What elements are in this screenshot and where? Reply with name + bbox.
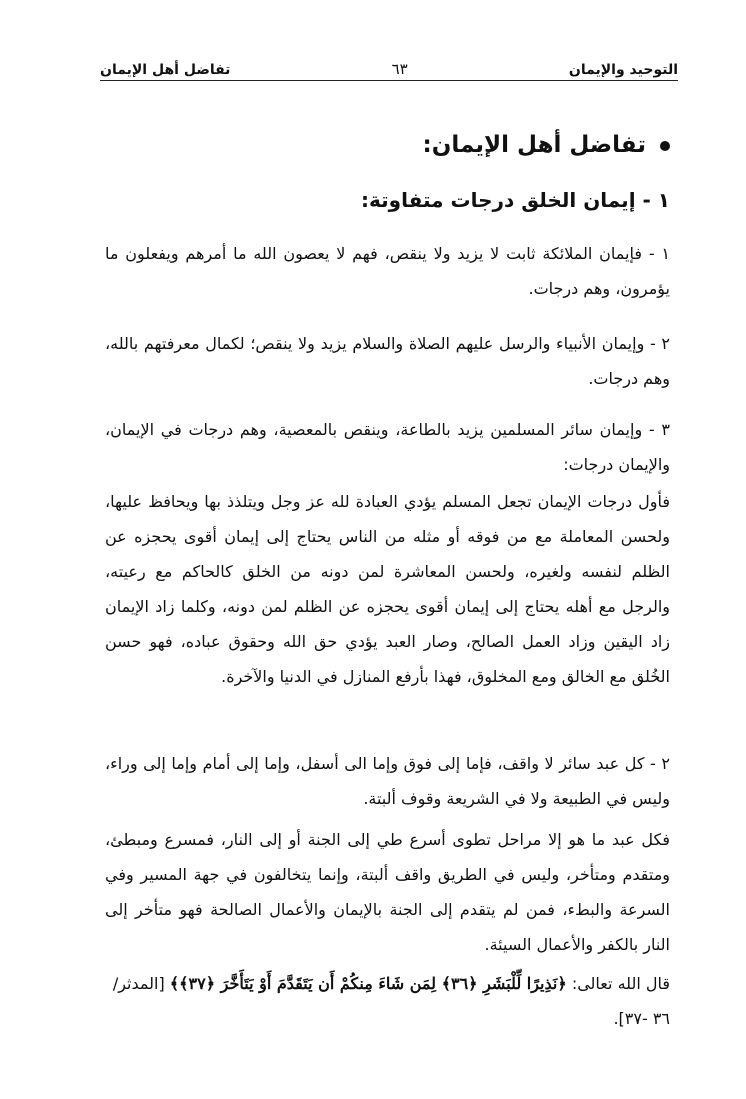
quote-ayah: ﴿نَذِيرًا لِّلْبَشَرِ ﴿٣٦﴾ لِمَن شَاءَ مِنكُمْ أَن يَتَقَدَّمَ أَوْ يَتَأَخَّرَ ﴿٣٧﴾﴾ (169, 974, 567, 993)
quote-lead: قال الله تعالى: (571, 974, 670, 993)
header-divider (100, 80, 678, 81)
paragraph-prophets-faith: ٢ - وإيمان الأنبياء والرسل عليهم الصلاة والسلام يزيد ولا ينقص؛ لكمال معرفتهم بالله، وهم درجات. (105, 334, 670, 388)
bullet-icon (660, 141, 670, 151)
section-title (105, 132, 670, 158)
quote-reference: [المدثر/ ٣٦ -٣٧]. (112, 974, 670, 1028)
paragraph-angels-faith: ١ - فإيمان الملائكة ثابت لا يزيد ولا ينقص، فهم لا يعصون الله ما أمرهم ويفعلون ما يؤمرون، وهم درجات. (105, 244, 670, 298)
section-title-text: تفاضل أهل الإيمان: (422, 132, 646, 158)
running-header (100, 52, 678, 78)
paragraph-muslims-faith: ٣ - وإيمان سائر المسلمين يزيد بالطاعة، وينقص بالمعصية، وهم درجات في الإيمان، والإيمان درجات: (105, 420, 670, 474)
header-chapter-title: تفاضل أهل الإيمان (100, 62, 231, 78)
header-book-title: التوحيد والإيمان (568, 62, 678, 78)
paragraph-stages: فكل عبد ما هو إلا مراحل تطوى أسرع طي إلى الجنة أو إلى النار، فمسرع ومبطئ، ومتقدم ومتأخر، وليس في الطريق واقف ألبتة، وإنما يتخالفون في جهة المسير وفي السرعة والبطء، فمن لم يتقدم إلى الجنة بالإيمان والأعمال الصالحة فهو متأخر إلى النار بالكفر والأعمال السيئة. (105, 830, 670, 954)
quran-quote (105, 966, 670, 1036)
subsection-title: ١ - إيمان الخلق درجات متفاوتة: (361, 188, 670, 212)
page-number: ٦٣ (391, 60, 408, 78)
paragraph-faith-degrees: فأول درجات الإيمان تجعل المسلم يؤدي العبادة لله عز وجل ويتلذذ بها ويحافظ عليها، ولحسن المعاملة مع من فوقه أو مثله من الناس يحتاج إلى إيمان أقوى يحجزه عن الظلم لنفسه ولغيره، ولحسن المعاشرة لمن دونه من الخلق كالحاكم مع رعيته، والرجل مع أهله يحتاج إلى إيمان أقوى يحجزه عن الظلم لمن دونه، وكلما زاد الإيمان زاد اليقين وزاد العمل الصالح، وصار العبد يؤدي حق الله وحقوق عباده، فهو حسن الخُلق مع الخالق ومع المخلوق، فهذا بأرفع المنازل في الدنيا والآخرة. (105, 492, 670, 686)
paragraph-servant-moving: ٢ - كل عبد سائر لا واقف، فإما إلى فوق وإما الى أسفل، وإما إلى أمام وإما إلى وراء، وليس في الطبيعة ولا في الشريعة وقوف ألبتة. (105, 754, 670, 808)
